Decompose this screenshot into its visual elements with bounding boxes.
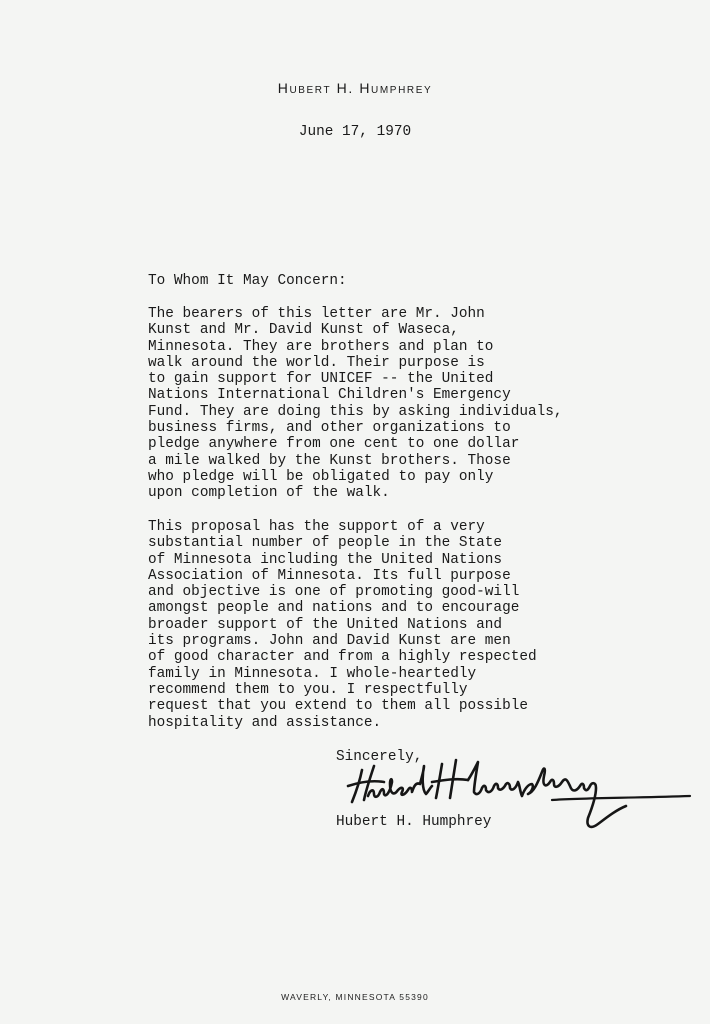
letterhead-address: WAVERLY, MINNESOTA 55390 — [281, 992, 429, 1002]
letter-paragraph-2: This proposal has the support of a very substantial number of people in the State of Minnesota including the United Nations Association of Minnesota. Its full purpose and objective is one of promoting good-will amongst people and nations and to encourage broader support of the United Nations and its programs. John and David Kunst are men of good character and from a highly respected family in Minnesota. I whole-heartedly recommend them to you. I respectfully request that you extend to them all possible hospitality and assistance. — [148, 519, 537, 731]
letter-salutation: To Whom It May Concern: — [148, 273, 347, 289]
letterhead-name: Hubert H. Humphrey — [277, 80, 433, 96]
letter-closing: Sincerely, — [336, 749, 423, 765]
letter-date: June 17, 1970 — [298, 124, 412, 140]
letter-paragraph-1: The bearers of this letter are Mr. John Kunst and Mr. David Kunst of Waseca, Minnesota. They are brothers and plan to walk around the world. Their purpose is to gain support for UNICEF -- the United Nations International Children's Emergency Fund. They are doing this by asking individuals, business firms, and other organizations to pledge anywhere from one cent to one dollar a mile walked by the Kunst brothers. Those who pledge will be obligated to pay only upon completion of the walk. — [148, 306, 563, 502]
signer-name: Hubert H. Humphrey — [336, 814, 492, 830]
